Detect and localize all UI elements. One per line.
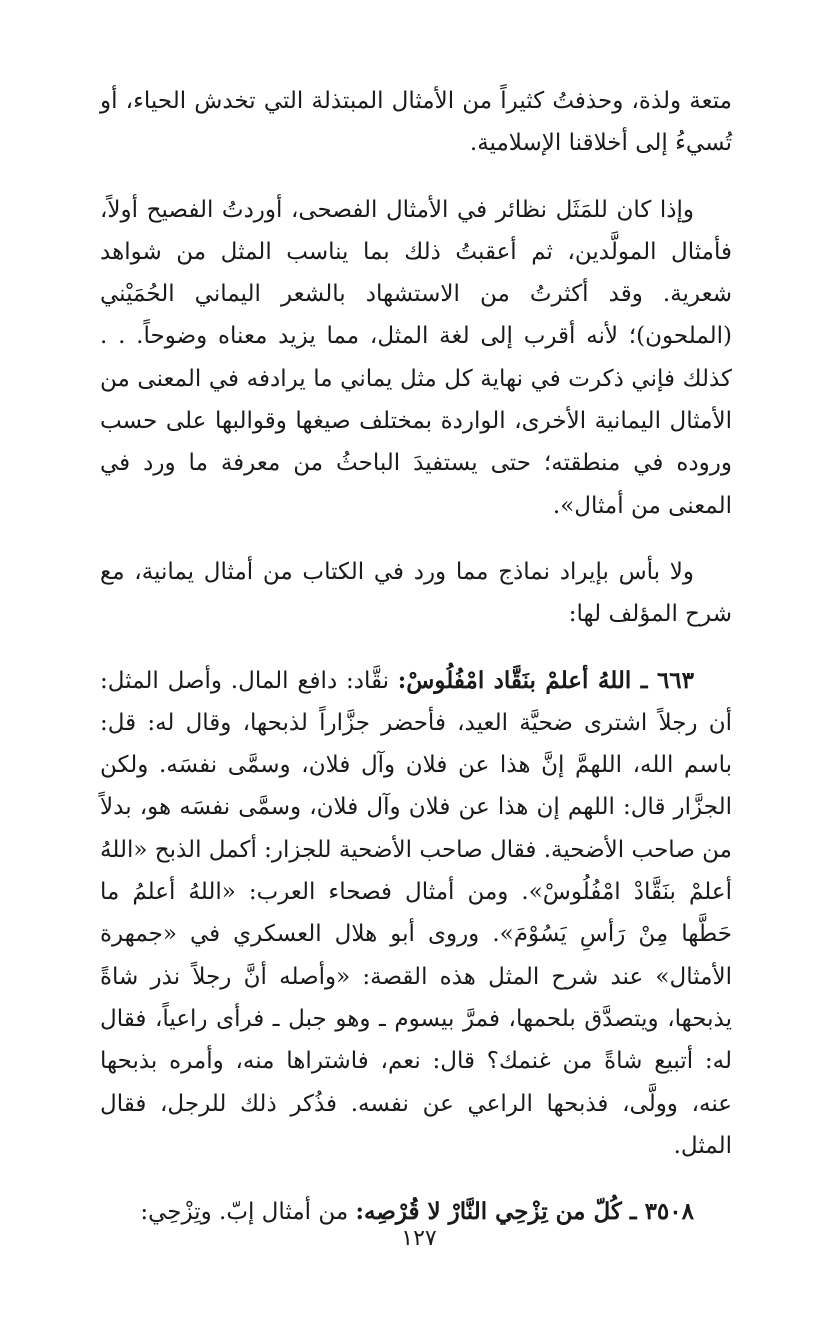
paragraph-intro-end (100, 80, 732, 165)
page-number: ١٢٧ (401, 1226, 437, 1251)
paragraph-text: ولا بأس بإيراد نماذج مما ورد في الكتاب من أمثال يمانية، مع شرح المؤلف لها: (100, 558, 732, 628)
proverb-explanation: من أمثال إبّ. وتِزْحِي: (140, 1199, 356, 1226)
proverb-heading: ٦٦٣ ـ اللهُ أعلمْ بنَقَّاد امْفُلُوسْ: (397, 666, 694, 694)
paragraph-text: وإذا كان للمَثَل نظائر في الأمثال الفصحى، أوردتُ الفصيح أولاً، فأمثال المولَّدين، ثم أعقبتُ ذلك بما يناسب المثل من شواهد شعرية. وقد أكثرتُ من الاستشهاد بالشعر اليماني الحُمَيْني (الملحون)؛ لأنه أقرب إلى لغة المثل، مما يزيد معناه وضوحاً. . . كذلك فإني ذكرت في نهاية كل مثل يماني ما يرادفه في المعنى من الأمثال اليمانية الأخرى، الواردة بمختلف صيغها وقوالبها على حسب وروده في منطقته؛ حتى يستفيدَ الباحثُ من معرفة ما ورد في المعنى من أمثال». (100, 196, 732, 519)
proverb-explanation: نقَّاد: دافع المال. وأصل المثل: أن رجلاً اشترى ضحيَّة العيد، فأحضر جزَّاراً لذبحها، وقال له: قل: باسم الله، اللهمَّ إنَّ هذا عن فلان وآل فلان، وسمَّى نفسَه. ولكن الجزَّار قال: اللهم إن هذا عن فلان وآل فلان، وسمَّى نفسَه هو، بدلاً من صاحب الأضحية. فقال صاحب الأضحية للجزار: أكمل الذبح «اللهُ أعلمْ بنَقَّادْ امْفُلُوسْ». ومن أمثال فصحاء العرب: «اللهُ أعلمُ ما حَطَّها مِنْ رَأسِ يَسُوْمَ». وروى أبو هلال العسكري في «جمهرة الأمثال» عند شرح المثل هذه القصة: «وأصله أنَّ رجلاً نذر شاةً يذبحها، ويتصدَّق بلحمها، فمرَّ بيسوم ـ وهو جبل ـ فرأى راعياً، فقال له: أتبيع شاةً من غنمك؟ قال: نعم، فاشتراها منه، وأمره بذبحها عنه، وولَّى، فذبحها الراعي عن نفسه. فذُكر ذلك للرجل، فقال المثل. (100, 667, 732, 1159)
document-page (100, 80, 732, 1240)
proverb-heading: ٣٥٠٨ ـ كُلّ من تِزْحِي النَّارْ لا قُرْصِه: (355, 1198, 694, 1226)
paragraph-examples-intro (100, 551, 732, 636)
paragraph-methodology (100, 189, 732, 527)
proverb-entry-663 (100, 660, 732, 1168)
paragraph-text: متعة ولذة، وحذفتُ كثيراً من الأمثال المبتذلة التي تخدش الحياء، أو تُسيءُ إلى أخلاقنا الإسلامية. (100, 88, 732, 157)
